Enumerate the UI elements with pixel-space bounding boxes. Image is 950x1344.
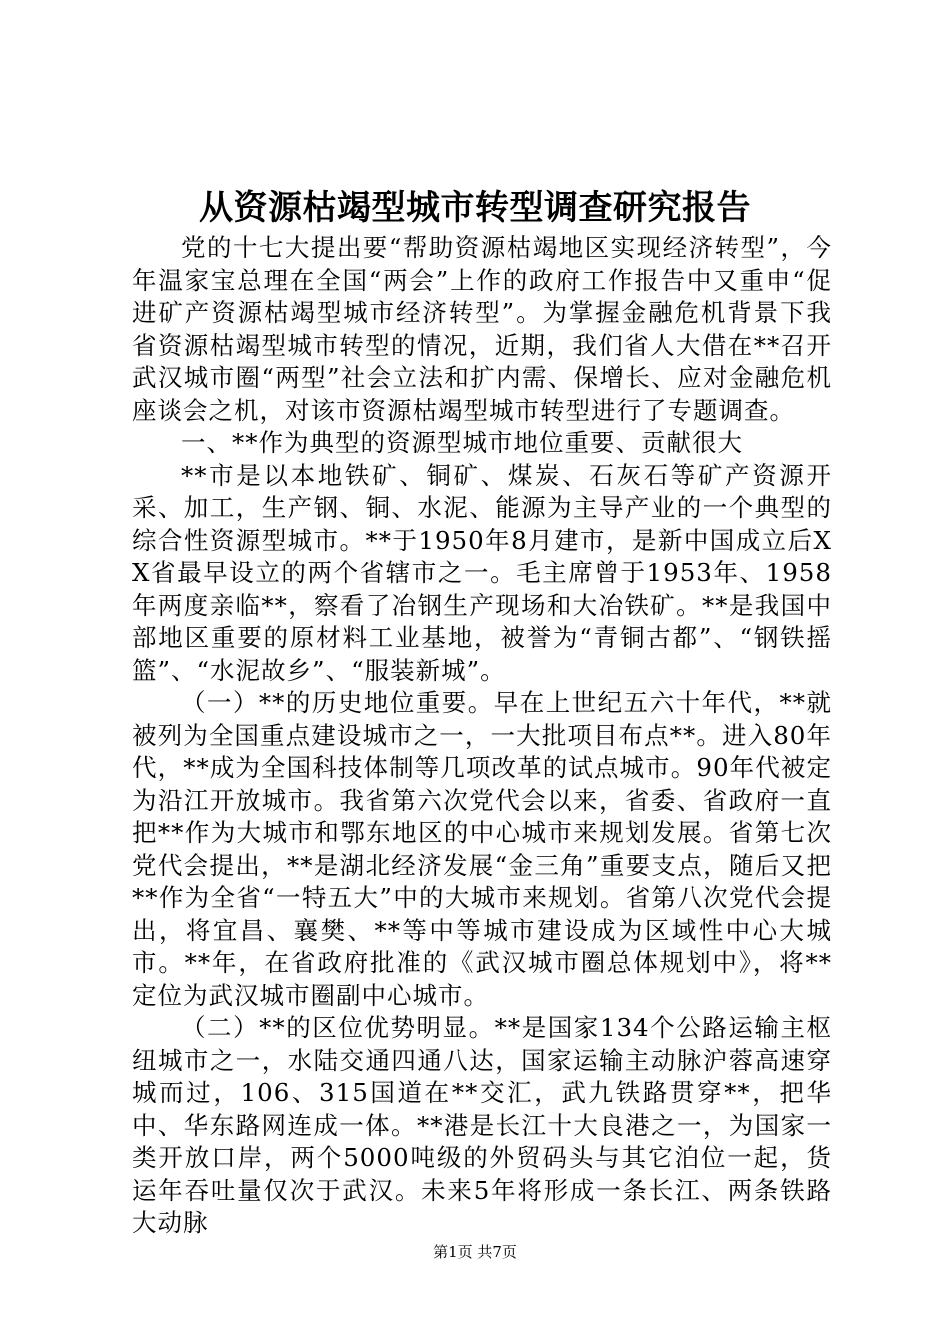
- subsection-1-paragraph: （一）**的历史地位重要。早在上世纪五六十年代，**就被列为全国重点建设城市之一，一大批项目布点**。进入80年代，**成为全国科技体制等几项改革的试点城市。90年代被定为沿江开放城市。我省第六次党代会以来，省委、省政府一直把**作为大城市和鄂东地区的中心城市来规划发展。省第七次党代会提出，**是湖北经济发展“金三角”重要支点，随后又把**作为全省“一特五大”中的大城市来规划。省第八次党代会提出，将宜昌、襄樊、**等中等城市建设成为区域性中心大城市。**年，在省政府批准的《武汉城市圈总体规划中》，将**定位为武汉城市圈副中心城市。: [132, 688, 832, 1010]
- intro-paragraph: 党的十七大提出要“帮助资源枯竭地区实现经济转型”，今年温家宝总理在全国“两会”上作的政府工作报告中又重申“促进矿产资源枯竭型城市经济转型”。为掌握金融危机背景下我省资源枯竭型城市转型的情况，近期，我们省人大借在**召开武汉城市圈“两型”社会立法和扩内需、保增长、应对金融危机座谈会之机，对该市资源枯竭型城市转型进行了专题调查。: [132, 233, 832, 425]
- subsection-2-paragraph: （二）**的区位优势明显。**是国家134个公路运输主枢纽城市之一，水陆交通四通八达，国家运输主动脉沪蓉高速穿城而过，106、315国道在**交汇，武九铁路贯穿**，把华中、华东路网连成一体。**港是长江十大良港之一，为国家一类开放口岸，两个5000吨级的外贸码头与其它泊位一起，货运年吞吐量仅次于武汉。未来5年将形成一条长江、两条铁路大动脉: [132, 1013, 832, 1237]
- section-1-paragraph: **市是以本地铁矿、铜矿、煤炭、石灰石等矿产资源开采、加工，生产钢、铜、水泥、能源为主导产业的一个典型的综合性资源型城市。**于1950年8月建市，是新中国成立后XX省最早设立的两个省辖市之一。毛主席曾于1953年、1958年两度亲临**，察看了冶钢生产现场和大冶铁矿。**是我国中部地区重要的原材料工业基地，被誉为“青铜古都”、“钢铁摇篮”、“水泥故乡”、“服装新城”。: [132, 460, 832, 685]
- section-heading-1: 一、**作为典型的资源型城市地位重要、贡献很大: [181, 428, 743, 457]
- page-footer: 第1页 共7页: [433, 1243, 517, 1261]
- document-title: 从资源枯竭型城市转型调查研究报告: [199, 188, 751, 228]
- document-body: [132, 232, 832, 1240]
